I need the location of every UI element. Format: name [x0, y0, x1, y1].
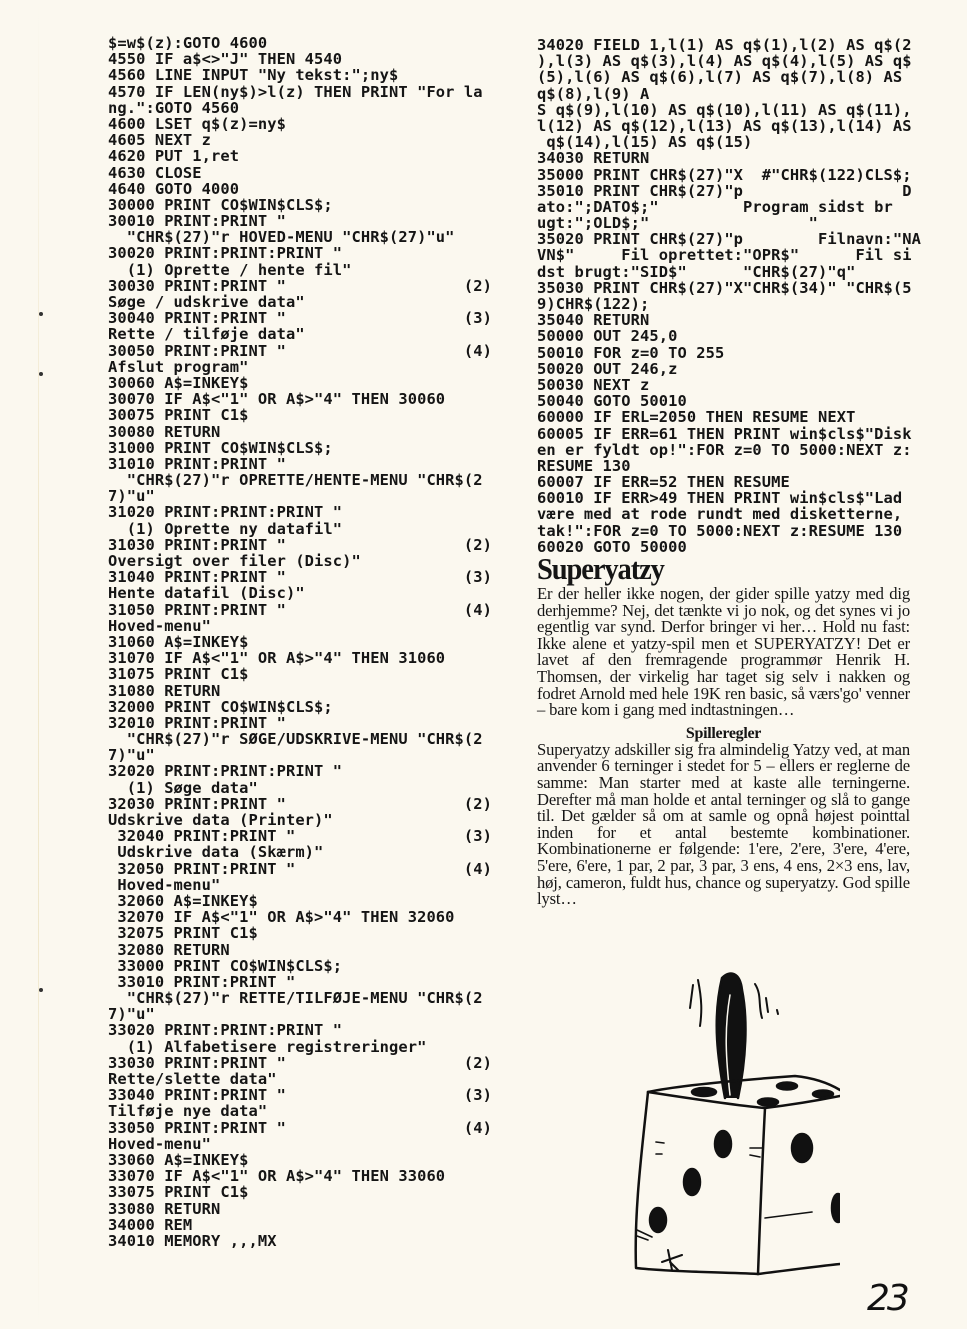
code-line: "CHR$(27)"r HOVED-MENU "CHR$(27)"u" — [108, 228, 455, 247]
code-line: 4640 GOTO 4000 — [108, 179, 240, 198]
code-line: "CHR$(27)"r SØGE/UDSKRIVE-MENU "CHR$(2 — [108, 730, 483, 749]
code-line: ),l(3) AS q$(3),l(4) AS q$(4),l(5) AS q$ — [537, 52, 912, 71]
code-line: 33040 PRINT:PRINT " (3) — [108, 1086, 493, 1105]
punch-hole — [39, 988, 43, 992]
code-line: 30075 PRINT C1$ — [108, 406, 249, 425]
code-line: 35030 PRINT CHR$(27)"X"CHR$(34)" "CHR$(5 — [537, 278, 912, 297]
code-line: Rette/slette data" — [108, 1070, 277, 1088]
code-line: 32000 PRINT CO$WIN$CLS$; — [108, 697, 333, 716]
code-line: 30020 PRINT:PRINT:PRINT " — [108, 244, 343, 263]
code-line: ato:";DATO$;" Program sidst br — [537, 197, 893, 216]
code-line: 4605 NEXT z — [108, 131, 212, 150]
code-line: 60007 IF ERR=52 THEN RESUME — [537, 473, 790, 492]
code-line: være med at rode rundt med disketterne, — [537, 505, 903, 524]
rules-heading: Spilleregler — [685, 724, 762, 742]
code-line: 50010 FOR z=0 TO 255 — [537, 343, 725, 362]
code-line: dst brugt:"SID$" "CHR$(27)"q" — [537, 262, 856, 281]
program-listing-right — [537, 37, 921, 555]
code-line: 34030 RETURN — [537, 149, 650, 168]
code-line: 33050 PRINT:PRINT " (4) — [108, 1118, 493, 1137]
code-line: 33000 PRINT CO$WIN$CLS$; — [108, 956, 343, 975]
code-line: 50000 OUT 245,0 — [537, 327, 678, 346]
code-line: 32010 PRINT:PRINT " — [108, 713, 286, 732]
code-line: 35010 PRINT CHR$(27)"p D — [537, 181, 912, 200]
code-line: q$(8),l(9) A — [537, 84, 650, 103]
code-line: 4560 LINE INPUT "Ny tekst:";ny$ — [108, 66, 399, 85]
code-line: Udskrive data (Printer)" — [108, 811, 333, 829]
code-line: 30010 PRINT:PRINT " — [108, 212, 286, 231]
punch-hole — [39, 372, 43, 376]
code-line: q$(14),l(15) AS q$(15) — [537, 133, 753, 152]
code-line: 50030 NEXT z — [537, 375, 650, 394]
code-line: 32070 IF A$<"1" OR A$>"4" THEN 32060 — [108, 908, 455, 927]
code-line: 30040 PRINT:PRINT " (3) — [108, 309, 493, 328]
code-line: (1) Oprette ny datafil" — [108, 519, 343, 538]
article-intro: Er der heller ikke nogen, der gider spille yatzy med dig derhjemme? Nej, det tænkte vi jo nok, og det synes vi jo egentlig var synd. Derfor bringer vi her… Hold nu fast: Ikke alene et yatzy-spil men et SUPERYATZY! Det er lavet af den fremragende programmør Henrik H. Thomsen, der virkelig har taget sig selv i nakken og fodret Arnold med hele 19K ren basic, så værs'go' venner – bare kom i gang med indtastningen… — [537, 584, 910, 720]
code-line: Søge / udskrive data" — [108, 293, 305, 311]
code-line: 60020 GOTO 50000 — [537, 537, 687, 556]
code-line: 50040 GOTO 50010 — [537, 392, 687, 411]
code-line: 30030 PRINT:PRINT " (2) — [108, 276, 493, 295]
code-line: "CHR$(27)"r RETTE/TILFØJE-MENU "CHR$(2 — [108, 989, 483, 1008]
page-edge — [38, 0, 39, 1329]
code-line: Rette / tilføje data" — [108, 325, 305, 344]
code-line: 60000 IF ERL=2050 THEN RESUME NEXT — [537, 408, 856, 427]
code-line: 31075 PRINT C1$ — [108, 665, 249, 684]
code-line: 4630 CLOSE — [108, 163, 202, 182]
code-line: 33075 PRINT C1$ — [108, 1183, 249, 1202]
code-line: VN$" Fil oprettet:"OPR$" Fil si — [537, 246, 912, 265]
code-line: 4550 IF a$<>"J" THEN 4540 — [108, 50, 343, 69]
article-title: Superyatzy — [537, 551, 664, 586]
code-line: ng.":GOTO 4560 — [108, 98, 240, 117]
code-line: ugt:";OLD$;" " — [537, 214, 818, 233]
code-line: 4620 PUT 1,ret — [108, 147, 240, 166]
code-line: 31060 A$=INKEY$ — [108, 632, 249, 651]
code-line: 34020 FIELD 1,l(1) AS q$(1),l(2) AS q$(2 — [537, 36, 912, 54]
code-line: 60005 IF ERR=61 THEN PRINT win$cls$"Disk — [537, 424, 912, 443]
program-listing-left — [108, 35, 492, 1249]
code-line: 31030 PRINT:PRINT " (2) — [108, 535, 493, 554]
page-number: 23 — [867, 1278, 907, 1319]
code-line: 30080 RETURN — [108, 422, 221, 441]
code-line: (1) Oprette / hente fil" — [108, 260, 352, 279]
code-line: Hoved-menu" — [108, 875, 221, 894]
code-line: 31020 PRINT:PRINT:PRINT " — [108, 503, 343, 522]
code-line: Udskrive data (Skærm)" — [108, 843, 324, 862]
code-line: 50020 OUT 246,z — [537, 359, 678, 378]
code-line: Hoved-menu" — [108, 616, 212, 635]
code-line: tak!":FOR z=0 TO 5000:NEXT z:RESUME 130 — [537, 521, 903, 540]
punch-hole — [39, 312, 43, 316]
code-line: 35020 PRINT CHR$(27)"p Filnavn:"NA — [537, 230, 922, 249]
code-line: S q$(9),l(10) AS q$(10),l(11) AS q$(11), — [537, 100, 912, 119]
code-line: 7)"u" — [108, 746, 155, 765]
code-line: 7)"u" — [108, 487, 155, 506]
code-line: 30050 PRINT:PRINT " (4) — [108, 341, 493, 360]
code-line: 30000 PRINT CO$WIN$CLS$; — [108, 195, 333, 214]
code-line: $=w$(z):GOTO 4600 — [108, 34, 268, 52]
code-line: (1) Alfabetisere registreringer" — [108, 1037, 427, 1056]
code-line: 33070 IF A$<"1" OR A$>"4" THEN 33060 — [108, 1167, 446, 1186]
code-line: l(12) AS q$(12),l(13) AS q$(13),l(14) AS — [537, 116, 912, 135]
code-line: Hoved-menu" — [108, 1134, 212, 1153]
code-line: 33080 RETURN — [108, 1199, 221, 1218]
code-line: (1) Søge data" — [108, 778, 258, 797]
code-line: 31050 PRINT:PRINT " (4) — [108, 600, 493, 619]
code-line: Tilføje nye data" — [108, 1102, 268, 1121]
code-line: Oversigt over filer (Disc)" — [108, 552, 361, 570]
code-line: 31000 PRINT CO$WIN$CLS$; — [108, 438, 333, 457]
code-line: (5),l(6) AS q$(6),l(7) AS q$(7),l(8) AS — [537, 68, 903, 87]
code-line: 31070 IF A$<"1" OR A$>"4" THEN 31060 — [108, 649, 446, 668]
burning-dice-icon — [590, 950, 840, 1280]
code-line: Afslut program" — [108, 357, 249, 376]
code-line: 30060 A$=INKEY$ — [108, 373, 249, 392]
code-line: 30070 IF A$<"1" OR A$>"4" THEN 30060 — [108, 390, 446, 409]
code-line: 9)CHR$(122); — [537, 295, 650, 313]
code-line: 60010 IF ERR>49 THEN PRINT win$cls$"Lad — [537, 489, 903, 508]
rules-text: Superyatzy adskiller sig fra almindelig Yatzy ved, at man anvender 6 terninger i stedet for 5 – ellers er reglerne de samme: Man starter med at kaste alle terningerne. Derefter må man holde et antal terninger og slå to gange til. Det gælder så om at samle og opnå højest pointtal inden for et antal bestemte kombinationer. Kombinationerne er følgende: 1'ere, 2'ere, 3'ere, 4'ere, 5'ere, 6'ere, 1 par, 2 par, 3 par, 3 ens, 4 ens, 2×3 ens, lav, høj, cameron, fuldt hus, chance og superyatzy. God spille lyst… — [537, 739, 910, 909]
code-line: 33020 PRINT:PRINT:PRINT " — [108, 1021, 343, 1040]
code-line: 35040 RETURN — [537, 311, 650, 330]
article — [537, 552, 910, 908]
code-line: 31040 PRINT:PRINT " (3) — [108, 568, 493, 587]
code-line: 7)"u" — [108, 1005, 155, 1024]
code-line: RESUME 130 — [537, 456, 631, 475]
code-line: 4600 LSET q$(z)=ny$ — [108, 114, 286, 133]
code-line: 32050 PRINT:PRINT " (4) — [108, 859, 493, 878]
code-line: 32040 PRINT:PRINT " (3) — [108, 827, 493, 846]
code-line: en er fyldt op!":FOR z=0 TO 5000:NEXT z: — [537, 440, 912, 459]
code-line: 31010 PRINT:PRINT " — [108, 454, 286, 473]
code-line: 34000 REM — [108, 1215, 193, 1234]
code-line: 32075 PRINT C1$ — [108, 924, 258, 943]
code-line: 33010 PRINT:PRINT " — [108, 972, 296, 991]
code-line: 31080 RETURN — [108, 681, 221, 700]
code-line: 4570 IF LEN(ny$)>l(z) THEN PRINT "For la — [108, 82, 483, 101]
code-line: 33030 PRINT:PRINT " (2) — [108, 1053, 493, 1072]
code-line: 34010 MEMORY ,,,MX — [108, 1231, 277, 1250]
code-line: 32020 PRINT:PRINT:PRINT " — [108, 762, 343, 781]
code-line: 32060 A$=INKEY$ — [108, 891, 258, 910]
code-line: 32080 RETURN — [108, 940, 230, 959]
code-line: 35000 PRINT CHR$(27)"X #"CHR$(122)CLS$; — [537, 165, 912, 184]
code-line: Hente datafil (Disc)" — [108, 584, 305, 603]
code-line: 33060 A$=INKEY$ — [108, 1150, 249, 1169]
code-line: 32030 PRINT:PRINT " (2) — [108, 794, 493, 813]
code-line: "CHR$(27)"r OPRETTE/HENTE-MENU "CHR$(2 — [108, 471, 483, 490]
